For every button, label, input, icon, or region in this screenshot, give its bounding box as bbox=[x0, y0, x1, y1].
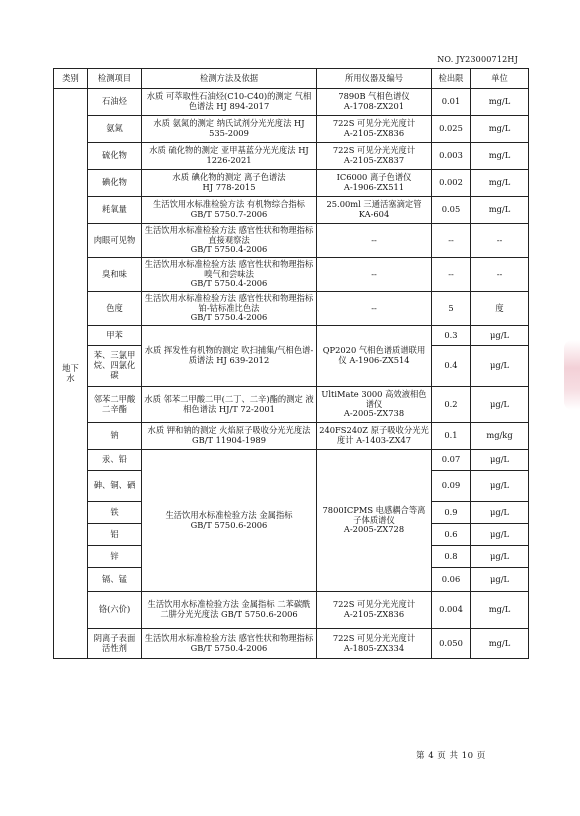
method-cell: 水质 碘化物的测定 离子色谱法 HJ 778-2015 bbox=[142, 170, 317, 197]
unit-cell: -- bbox=[471, 258, 529, 292]
method-cell: 生活饮用水标准检验方法 感官性状和物理指标 铂-钴标准比色法 GB/T 5750.4-2006 bbox=[142, 292, 317, 326]
unit-cell: -- bbox=[471, 224, 529, 258]
limit-cell: 0.05 bbox=[432, 197, 471, 224]
limit-cell: 0.4 bbox=[432, 346, 471, 387]
unit-cell: mg/L bbox=[471, 89, 529, 116]
instrument-cell: UltiMate 3000 高效液相色谱仪 A-2005-ZX738 bbox=[317, 387, 432, 423]
limit-cell: 0.003 bbox=[432, 143, 471, 170]
page-footer: 第 4 页 共 10 页 bbox=[416, 751, 486, 761]
unit-cell: mg/L bbox=[471, 170, 529, 197]
unit-cell: mg/L bbox=[471, 143, 529, 170]
limit-cell: 0.06 bbox=[432, 568, 471, 592]
limit-cell: 0.09 bbox=[432, 471, 471, 502]
method-cell: 生活饮用水标准检验方法 感官性状和物理指标 GB/T 5750.4-2006 bbox=[142, 629, 317, 659]
instrument-cell: QP2020 气相色谱质谱联用仪 A-1906-ZX514 bbox=[317, 326, 432, 387]
instrument-cell: 7890B 气相色谱仪 A-1708-ZX201 bbox=[317, 89, 432, 116]
item-cell: 铝 bbox=[88, 524, 142, 546]
method-cell: 生活饮用水标准检验方法 感官性状和物理指标 嗅气和尝味法 GB/T 5750.4-2006 bbox=[142, 258, 317, 292]
limit-cell: -- bbox=[432, 258, 471, 292]
table-row bbox=[54, 450, 529, 471]
category-label: 地下水 bbox=[62, 362, 79, 383]
limit-cell: 0.07 bbox=[432, 450, 471, 471]
method-cell: 水质 氨氮的测定 纳氏试剂分光光度法 HJ 535-2009 bbox=[142, 116, 317, 143]
header-instrument: 所用仪器及编号 bbox=[317, 69, 432, 89]
item-cell: 苯、三氯甲烷、四氯化碳 bbox=[88, 346, 142, 387]
limit-cell: -- bbox=[432, 224, 471, 258]
limit-cell: 0.002 bbox=[432, 170, 471, 197]
item-cell: 甲苯 bbox=[88, 326, 142, 346]
method-cell: 水质 挥发性有机物的测定 吹扫捕集/气相色谱-质谱法 HJ 639-2012 bbox=[142, 326, 317, 387]
table-row bbox=[54, 292, 529, 326]
method-cell: 生活饮用水标准检验方法 金属指标 二苯碳酰二肼分光光度法 GB/T 5750.6-2006 bbox=[142, 592, 317, 629]
item-cell: 臭和味 bbox=[88, 258, 142, 292]
unit-cell: μg/L bbox=[471, 502, 529, 524]
limit-cell: 0.004 bbox=[432, 592, 471, 629]
header-item: 检测项目 bbox=[88, 69, 142, 89]
limit-cell: 0.3 bbox=[432, 326, 471, 346]
unit-cell: μg/L bbox=[471, 346, 529, 387]
instrument-cell: -- bbox=[317, 258, 432, 292]
table-row bbox=[54, 89, 529, 116]
item-cell: 肉眼可见物 bbox=[88, 224, 142, 258]
table-row bbox=[54, 143, 529, 170]
table-row bbox=[54, 116, 529, 143]
method-cell: 水质 邻苯二甲酸二甲(二丁、二辛)酯的测定 液相色谱法 HJ/T 72-2001 bbox=[142, 387, 317, 423]
item-cell: 砷、铜、硒 bbox=[88, 471, 142, 502]
method-cell: 生活饮用水标准检验方法 有机物综合指标 GB/T 5750.7-2006 bbox=[142, 197, 317, 224]
limit-cell: 0.8 bbox=[432, 546, 471, 568]
category-cell bbox=[54, 89, 88, 659]
instrument-cell: 722S 可见分光光度计 A-1805-ZX334 bbox=[317, 629, 432, 659]
method-cell: 水质 可萃取性石油烃(C10-C40)的测定 气相色谱法 HJ 894-2017 bbox=[142, 89, 317, 116]
unit-cell: μg/L bbox=[471, 546, 529, 568]
header-method: 检测方法及依据 bbox=[142, 69, 317, 89]
unit-cell: mg/L bbox=[471, 629, 529, 659]
limit-cell: 0.01 bbox=[432, 89, 471, 116]
unit-cell: μg/L bbox=[471, 471, 529, 502]
unit-cell: μg/L bbox=[471, 387, 529, 423]
limit-cell: 0.025 bbox=[432, 116, 471, 143]
table-row bbox=[54, 224, 529, 258]
item-cell: 钠 bbox=[88, 423, 142, 450]
report-number: NO. JY23000712HJ bbox=[437, 55, 518, 64]
instrument-cell: 7800ICPMS 电感耦合等离子体质谱仪 A-2005-ZX728 bbox=[317, 450, 432, 592]
limit-cell: 0.6 bbox=[432, 524, 471, 546]
table-row bbox=[54, 387, 529, 423]
instrument-cell: -- bbox=[317, 292, 432, 326]
instrument-cell: 722S 可见分光光度计 A-2105-ZX837 bbox=[317, 143, 432, 170]
table-row bbox=[54, 326, 529, 346]
header-limit: 检出限 bbox=[432, 69, 471, 89]
instrument-cell: 25.00ml 三通活塞滴定管 KA-604 bbox=[317, 197, 432, 224]
unit-cell: mg/L bbox=[471, 116, 529, 143]
table-row bbox=[54, 629, 529, 659]
item-cell: 邻苯二甲酸二辛酯 bbox=[88, 387, 142, 423]
item-cell: 耗氧量 bbox=[88, 197, 142, 224]
method-cell: 生活饮用水标准检验方法 金属指标 GB/T 5750.6-2006 bbox=[142, 450, 317, 592]
instrument-cell: 722S 可见分光光度计 A-2105-ZX836 bbox=[317, 116, 432, 143]
unit-cell: mg/L bbox=[471, 592, 529, 629]
item-cell: 石油烃 bbox=[88, 89, 142, 116]
unit-cell: μg/L bbox=[471, 524, 529, 546]
table-row bbox=[54, 592, 529, 629]
item-cell: 铬(六价) bbox=[88, 592, 142, 629]
header-category: 类别 bbox=[54, 69, 88, 89]
instrument-cell: 722S 可见分光光度计 A-2105-ZX836 bbox=[317, 592, 432, 629]
item-cell: 汞、铅 bbox=[88, 450, 142, 471]
limit-cell: 0.1 bbox=[432, 423, 471, 450]
unit-cell: μg/L bbox=[471, 568, 529, 592]
instrument-cell: IC6000 离子色谱仪 A-1906-ZX511 bbox=[317, 170, 432, 197]
item-cell: 锌 bbox=[88, 546, 142, 568]
limit-cell: 0.2 bbox=[432, 387, 471, 423]
unit-cell: 度 bbox=[471, 292, 529, 326]
test-method-table bbox=[53, 68, 529, 659]
item-cell: 色度 bbox=[88, 292, 142, 326]
item-cell: 硫化物 bbox=[88, 143, 142, 170]
table-row bbox=[54, 170, 529, 197]
item-cell: 镉、锰 bbox=[88, 568, 142, 592]
unit-cell: mg/kg bbox=[471, 423, 529, 450]
method-cell: 水质 钾和钠的测定 火焰原子吸收分光光度法 GB/T 11904-1989 bbox=[142, 423, 317, 450]
method-cell: 水质 硫化物的测定 亚甲基蓝分光光度法 HJ 1226-2021 bbox=[142, 143, 317, 170]
unit-cell: μg/L bbox=[471, 450, 529, 471]
item-cell: 碘化物 bbox=[88, 170, 142, 197]
table-header-row bbox=[54, 69, 529, 89]
limit-cell: 0.050 bbox=[432, 629, 471, 659]
table-row bbox=[54, 258, 529, 292]
table-row bbox=[54, 423, 529, 450]
seal-stamp-fragment bbox=[564, 340, 580, 410]
table-row bbox=[54, 197, 529, 224]
instrument-cell: -- bbox=[317, 224, 432, 258]
method-cell: 生活饮用水标准检验方法 感官性状和物理指标 直接观察法 GB/T 5750.4-2006 bbox=[142, 224, 317, 258]
unit-cell: mg/L bbox=[471, 197, 529, 224]
item-cell: 阴离子表面活性剂 bbox=[88, 629, 142, 659]
instrument-cell: 240FS240Z 原子吸收分光光度计 A-1403-ZX47 bbox=[317, 423, 432, 450]
header-unit: 单位 bbox=[471, 69, 529, 89]
limit-cell: 5 bbox=[432, 292, 471, 326]
item-cell: 铁 bbox=[88, 502, 142, 524]
unit-cell: μg/L bbox=[471, 326, 529, 346]
item-cell: 氨氮 bbox=[88, 116, 142, 143]
limit-cell: 0.9 bbox=[432, 502, 471, 524]
